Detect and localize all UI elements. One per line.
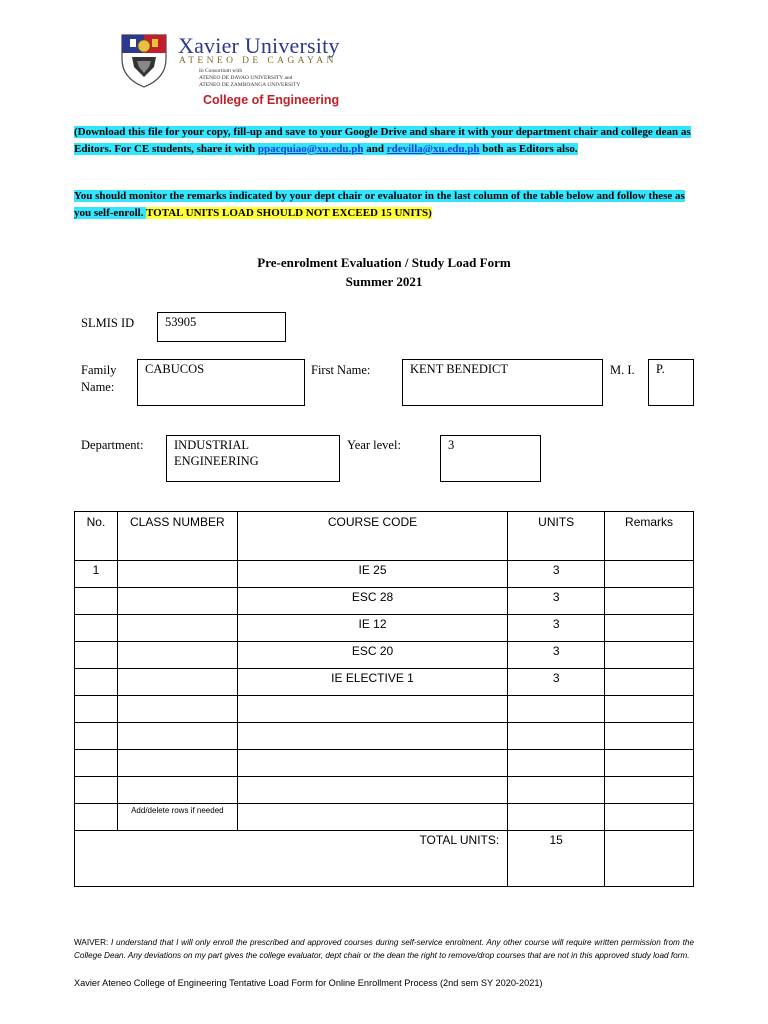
department-value-line-1: INDUSTRIAL [174, 438, 249, 452]
middle-initial-field[interactable]: P. [648, 359, 694, 406]
university-seal-logo [120, 33, 168, 89]
remarks-cell[interactable] [605, 669, 694, 696]
form-term: Summer 2021 [345, 274, 423, 289]
table-header-row [75, 512, 694, 561]
notice2-text-1: You should monitor the remarks indicated by your dept chair or evaluator in the last column of the table below and follow these as you self-enroll. [74, 190, 685, 219]
remarks-cell[interactable] [605, 615, 694, 642]
first-name-label: First Name: [311, 363, 371, 377]
notice1-text-2: both as Editors also. [479, 142, 578, 155]
form-footer: Xavier Ateneo College of Engineering Tentative Load Form for Online Enrollment Process (2nd sem SY 2020-2021) [74, 978, 543, 988]
header-units: UNITS [508, 512, 605, 561]
middle-initial-label: M. I. [610, 363, 635, 377]
remarks-cell[interactable] [605, 696, 694, 723]
consortium-line-1: In Consortium with [199, 68, 243, 74]
class-number-cell[interactable] [117, 696, 237, 723]
remarks-cell[interactable] [605, 588, 694, 615]
course-code-cell[interactable]: IE ELECTIVE 1 [237, 669, 507, 696]
table-row [75, 777, 694, 804]
notice-share-instructions [74, 124, 704, 157]
total-units-label: TOTAL UNITS: [75, 831, 508, 887]
class-number-cell[interactable] [117, 669, 237, 696]
year-level-field[interactable]: 3 [440, 435, 541, 482]
remarks-cell[interactable] [605, 750, 694, 777]
year-level-label: Year level: [347, 438, 401, 452]
table-row [75, 615, 694, 642]
course-code-cell[interactable]: IE 25 [237, 561, 507, 588]
consortium-line-3: ATENEO DE ZAMBOANGA UNIVERSITY [199, 82, 301, 88]
total-units-value[interactable]: 15 [508, 831, 605, 887]
table-row [75, 804, 694, 831]
total-remarks-cell[interactable] [605, 831, 694, 887]
units-cell[interactable] [508, 777, 605, 804]
row-no-cell[interactable] [75, 777, 118, 804]
email-link-2[interactable]: rdevilla@xu.edu.ph [386, 142, 480, 155]
first-name-field[interactable]: KENT BENEDICT [402, 359, 603, 406]
remarks-cell[interactable] [605, 777, 694, 804]
row-no-cell[interactable] [75, 723, 118, 750]
notice2-text-3: ) [428, 206, 432, 219]
table-row [75, 723, 694, 750]
row-no-cell[interactable] [75, 696, 118, 723]
class-number-cell[interactable] [117, 723, 237, 750]
course-code-cell[interactable]: IE 12 [237, 615, 507, 642]
remarks-cell[interactable] [605, 804, 694, 831]
family-name-field[interactable]: CABUCOS [137, 359, 305, 406]
table-row [75, 750, 694, 777]
course-code-cell[interactable]: ESC 20 [237, 642, 507, 669]
class-number-cell[interactable]: Add/delete rows if needed [117, 804, 237, 831]
header-no: No. [75, 512, 118, 561]
college-name: College of Engineering [203, 93, 340, 107]
class-number-cell[interactable] [117, 777, 237, 804]
course-code-cell[interactable] [237, 696, 507, 723]
university-name: Xavier University [178, 33, 340, 58]
family-name-label-1: Family [81, 363, 117, 377]
units-cell[interactable] [508, 723, 605, 750]
notice1-and: and [363, 142, 387, 155]
header-class-number: CLASS NUMBER [117, 512, 237, 561]
units-cell[interactable] [508, 696, 605, 723]
slmis-id-field[interactable]: 53905 [157, 312, 286, 342]
table-row [75, 642, 694, 669]
class-number-cell[interactable] [117, 642, 237, 669]
table-row [75, 561, 694, 588]
class-number-cell[interactable] [117, 615, 237, 642]
class-number-cell[interactable] [117, 750, 237, 777]
row-no-cell[interactable] [75, 750, 118, 777]
course-load-table [74, 511, 694, 887]
notice-remarks-instructions [74, 188, 704, 221]
form-title: Pre-enrolment Evaluation / Study Load Form [257, 255, 511, 270]
department-label: Department: [81, 438, 144, 452]
row-no-cell[interactable]: 1 [75, 561, 118, 588]
family-name-label-2: Name: [81, 380, 115, 394]
remarks-cell[interactable] [605, 561, 694, 588]
class-number-cell[interactable] [117, 588, 237, 615]
university-subtitle: ATENEO DE CAGAYAN [179, 56, 337, 66]
department-value-line-2: ENGINEERING [174, 454, 259, 468]
table-row [75, 669, 694, 696]
course-code-cell[interactable] [237, 750, 507, 777]
remarks-cell[interactable] [605, 642, 694, 669]
consortium-line-2: ATENEO DE DAVAO UNIVERSITY and [199, 75, 293, 81]
units-cell[interactable] [508, 804, 605, 831]
email-link-1[interactable]: ppacquiao@xu.edu.ph [257, 142, 364, 155]
row-no-cell[interactable] [75, 615, 118, 642]
header-remarks: Remarks [605, 512, 694, 561]
units-cell[interactable]: 3 [508, 615, 605, 642]
course-code-cell[interactable]: ESC 28 [237, 588, 507, 615]
department-field[interactable] [166, 435, 340, 482]
course-code-cell[interactable] [237, 804, 507, 831]
units-cell[interactable] [508, 750, 605, 777]
total-units-row [75, 831, 694, 887]
notice1-text-1: (Download this file for your copy, fill-up and save to your Google Drive and share it with your department chair and college dean as Editors. For CE students, share it with [74, 126, 691, 155]
table-row [75, 696, 694, 723]
course-code-cell[interactable] [237, 777, 507, 804]
course-code-cell[interactable] [237, 723, 507, 750]
class-number-cell[interactable] [117, 561, 237, 588]
units-cell[interactable]: 3 [508, 588, 605, 615]
units-cell[interactable]: 3 [508, 561, 605, 588]
waiver-body: I understand that I will only enroll the prescribed and approved courses during self-service enrolment. Any other course will require written permission from the College Dean. Any deviations on my part gives the college evaluator, dept chair or the dean the right to remove/drop courses that are not in this approved study load form. [74, 938, 694, 960]
remarks-cell[interactable] [605, 723, 694, 750]
waiver-text [74, 936, 694, 962]
row-no-cell[interactable] [75, 804, 118, 831]
row-no-cell[interactable] [75, 642, 118, 669]
table-row [75, 588, 694, 615]
units-cell[interactable]: 3 [508, 669, 605, 696]
waiver-label: WAIVER: [74, 938, 112, 947]
notice2-units-warning: TOTAL UNITS LOAD SHOULD NOT EXCEED 15 UNITS [146, 206, 429, 219]
row-no-cell[interactable] [75, 669, 118, 696]
units-cell[interactable]: 3 [508, 642, 605, 669]
row-no-cell[interactable] [75, 588, 118, 615]
header-course-code: COURSE CODE [237, 512, 507, 561]
slmis-label: SLMIS ID [81, 316, 135, 330]
